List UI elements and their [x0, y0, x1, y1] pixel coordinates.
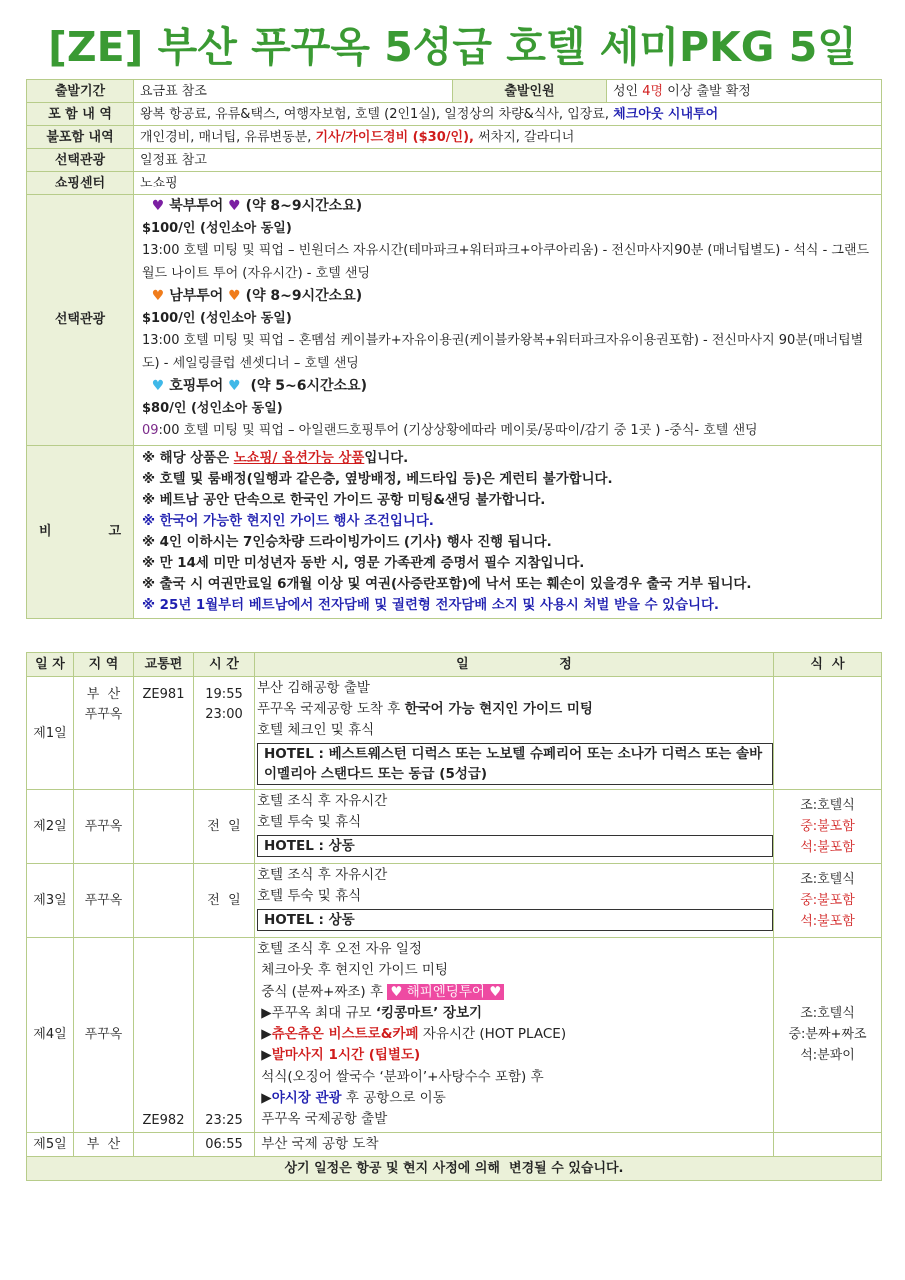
day3-flight [134, 864, 194, 938]
heart-icon: ♥ [151, 288, 165, 304]
day4-meal-lunch: 중:분짜+짜조 [788, 1027, 867, 1043]
day3-meal [774, 864, 882, 938]
note-8: ※ 25년 1월부터 베트남에서 전자담배 및 궐련형 전자담배 소지 및 사용시 처벌 받을 수 있습니다. [142, 597, 719, 613]
day1-plan [255, 677, 774, 790]
note-1-prefix: ※ 해당 상품은 [142, 450, 234, 466]
tour-south [142, 285, 879, 375]
arrow-icon: ▶ [261, 1026, 272, 1043]
tour-hopping [142, 375, 879, 443]
optional1-label: 선택관광 [27, 149, 134, 172]
day3-row [27, 864, 882, 938]
depart-value: 요금표 참조 [134, 80, 453, 103]
shopping-value: 노쇼핑 [134, 172, 882, 195]
depart-label: 출발기간 [27, 80, 134, 103]
footer-note: 상기 일정은 항공 및 현지 사정에 의해 변경될 수 있습니다. [27, 1156, 882, 1180]
note-2: ※ 호텔 및 룸배정(일행과 같은층, 옆방배정, 베드타입 등)은 게런티 불가합니다. [142, 471, 613, 487]
include-text: 왕복 항공료, 유류&택스, 여행자보험, 호텔 (2인1실), 일정상의 차량&식사, 입장료, [140, 106, 614, 122]
include-row [27, 103, 882, 126]
day1-line3: 호텔 체크인 및 휴식 [257, 722, 375, 738]
day5-label: 제5일 [27, 1132, 74, 1156]
footer-row [27, 1156, 882, 1180]
day4-line3-prefix: 중식 (분짜+짜조) 후 [257, 983, 388, 1000]
tour-north-desc [142, 240, 879, 285]
day1-time1: 19:55 [205, 687, 243, 702]
heart-icon: ♥ [228, 198, 241, 214]
notes-content [134, 445, 882, 618]
arrow-icon: ▶ [261, 1047, 272, 1064]
day1-row [27, 677, 882, 790]
tour-south-price: $100/인 (성인소아 동일) [142, 310, 292, 326]
day2-meal [774, 790, 882, 864]
tour-hopping-price: $80/인 (성인소아 동일) [142, 400, 283, 416]
day5-flight [134, 1132, 194, 1156]
day4-meal-dinner: 석:분꽈이 [800, 1048, 855, 1064]
day1-region1: 부 산 [86, 687, 121, 702]
include-highlight: 체크아웃 시내투어 [613, 106, 719, 122]
note-7: ※ 출국 시 여권만료일 6개월 이상 및 여권(사증란포함)에 낙서 또는 훼손이 있을경우 출국 거부 됩니다. [142, 576, 752, 592]
day2-flight [134, 790, 194, 864]
tour-hopping-time: 09 [142, 423, 159, 438]
day4-line4 [257, 1003, 773, 1024]
day4-line6-bold: 발마사지 1시간 (팁별도) [271, 1047, 421, 1064]
day5-plan: 부산 국제 공항 도착 [255, 1132, 774, 1156]
day3-meal-dinner: 석:불포함 [800, 914, 855, 929]
header-meal: 식 사 [774, 653, 882, 677]
day1-flight: ZE981 [134, 677, 194, 790]
day1-region [74, 677, 134, 790]
include-value [134, 103, 882, 126]
day1-line2-prefix: 푸꾸옥 국제공항 도착 후 [257, 701, 405, 717]
day2-meal-breakfast: 조:호텔식 [800, 798, 855, 813]
tour-south-desc [142, 330, 879, 375]
people-label: 출발인원 [453, 80, 607, 103]
day4-meal-breakfast: 조:호텔식 [800, 1006, 855, 1022]
exclude-prefix: 개인경비, 매너팁, 유류변동분, [140, 129, 316, 145]
day5-region: 부 산 [74, 1132, 134, 1156]
schedule-header-row [27, 653, 882, 677]
day2-plan [255, 790, 774, 864]
notes-label-left: 비 [39, 524, 52, 539]
day1-line2 [257, 699, 773, 720]
day1-region2: 푸꾸옥 [84, 707, 123, 722]
day4-row [27, 938, 882, 1133]
day3-plan [255, 864, 774, 938]
day3-line2: 호텔 투숙 및 휴식 [257, 888, 362, 904]
day4-line8-suffix: 후 공항으로 이동 [341, 1090, 446, 1107]
heart-icon: ♥ [390, 983, 403, 1000]
header-region: 지 역 [74, 653, 134, 677]
exclude-value [134, 126, 882, 149]
day4-line6 [257, 1045, 773, 1066]
note-1 [142, 448, 877, 469]
heart-icon: ♥ [228, 378, 241, 394]
heart-icon: ♥ [489, 983, 502, 1000]
shopping-row [27, 172, 882, 195]
people-count: 4명 [642, 83, 664, 99]
day3-label: 제3일 [27, 864, 74, 938]
day4-line5-bold: 츄온츄온 비스트로&카페 [271, 1026, 419, 1043]
people-value [607, 80, 882, 103]
day3-meal-breakfast: 조:호텔식 [800, 872, 855, 887]
day4-line5 [257, 1024, 773, 1045]
exclude-highlight: 기사/가이드경비 ($30/인), [315, 129, 474, 145]
optional1-value: 일정표 참고 [134, 149, 882, 172]
page-title: [ZE] 부산 푸꾸옥 5성급 호텔 세미PKG 5일 [48, 23, 857, 71]
notes-label-right: 고 [108, 524, 121, 539]
heart-icon: ♥ [151, 378, 165, 394]
people-suffix: 이상 출발 확정 [663, 83, 751, 99]
day4-line4-prefix: ▶푸꾸옥 최대 규모 [257, 1004, 376, 1021]
day4-flight: ZE982 [134, 938, 194, 1133]
optional-tours-row [27, 195, 882, 446]
tour-north-time: 13:00 [142, 243, 180, 258]
day4-line1: 호텔 조식 후 오전 자유 일정 [257, 941, 422, 957]
tour-north-title [142, 195, 879, 218]
schedule-table [26, 652, 882, 1181]
day2-time: 전 일 [194, 790, 255, 864]
note-4: ※ 한국어 가능한 현지인 가이드 행사 조건입니다. [142, 513, 434, 529]
tour-hopping-desc [142, 420, 879, 443]
tour-south-duration: (약 8~9시간소요) [245, 288, 363, 304]
depart-row [27, 80, 882, 103]
note-1-suffix: 입니다. [364, 450, 409, 466]
tour-south-desc-text: 호텔 미팅 및 픽업 – 혼똄섬 케이블카+자유이용권(케이블카왕복+워터파크자유이용권포함) - 전신마사지 90분(매너팁별도) - 세일링클럽 센셋디너 – 호텔 샌딩 [142, 333, 864, 371]
exclude-suffix: 써차지, 갈라디너 [473, 129, 575, 145]
day5-time: 06:55 [194, 1132, 255, 1156]
people-prefix: 성인 [613, 83, 643, 99]
day4-label: 제4일 [27, 938, 74, 1133]
heart-icon: ♥ [228, 288, 241, 304]
note-3: ※ 베트남 공안 단속으로 한국인 가이드 공항 미팅&샌딩 불가합니다. [142, 492, 546, 508]
tour-north-desc-text: 호텔 미팅 및 픽업 – 빈원더스 자유시간(테마파크+워터파크+아쿠아리움) - 전신마사지90분 (매너팁별도) - 석식 - 그랜드월드 나이트 투어 (자유시간) - 호텔 샌딩 [142, 243, 870, 281]
tour-hopping-desc-text: :00 호텔 미팅 및 픽업 – 아일랜드호핑투어 (기상상황에따라 메이롯/몽따이/감기 중 1곳 ) -중식- 호텔 샌딩 [158, 423, 758, 438]
note-6: ※ 만 14세 미만 미성년자 동반 시, 영문 가족관계 증명서 필수 지참입니다. [142, 555, 585, 571]
day3-region: 푸꾸옥 [74, 864, 134, 938]
day2-line1: 호텔 조식 후 자유시간 [257, 793, 388, 809]
tour-south-time: 13:00 [142, 333, 180, 348]
day1-line2-bold: 한국어 가능 현지인 가이드 미팅 [404, 701, 593, 717]
tour-hopping-duration: (약 5~6시간소요) [250, 378, 367, 394]
day1-time [194, 677, 255, 790]
day1-meal [774, 677, 882, 790]
tour-south-name: 남부투어 [169, 288, 224, 304]
day2-row [27, 790, 882, 864]
day2-hotel: HOTEL : 상동 [257, 835, 773, 857]
info-table [26, 79, 882, 619]
day1-label: 제1일 [27, 677, 74, 790]
header-time: 시 간 [194, 653, 255, 677]
day2-line2: 호텔 투숙 및 휴식 [257, 814, 362, 830]
tour-hopping-name: 호핑투어 [169, 378, 224, 394]
day2-meal-lunch: 중:불포함 [800, 819, 855, 834]
happy-ending-badge [387, 984, 504, 1000]
note-1-highlight: 노쇼핑/ 옵션가능 상품 [233, 450, 365, 466]
day4-meal [774, 938, 882, 1133]
include-label: 포 함 내 역 [27, 103, 134, 126]
day4-line5-suffix: 자유시간 (HOT PLACE) [418, 1026, 567, 1043]
tour-north-price: $100/인 (성인소아 동일) [142, 220, 292, 236]
header-flight: 교통편 [134, 653, 194, 677]
tour-south-title [142, 285, 879, 308]
day4-plan [255, 938, 774, 1133]
notes-row [27, 445, 882, 618]
day4-line4-bold: ‘킹콩마트’ 장보기 [375, 1004, 483, 1021]
tour-north [142, 195, 879, 285]
tour-north-name: 북부투어 [169, 198, 224, 214]
optional-tours-content [134, 195, 882, 446]
day4-line3 [257, 982, 773, 1003]
exclude-label: 불포함 내역 [27, 126, 134, 149]
day4-region: 푸꾸옥 [74, 938, 134, 1133]
happy-ending-text: 해피엔딩투어 [402, 983, 490, 1000]
arrow-icon: ▶ [261, 1090, 272, 1107]
optional1-row [27, 149, 882, 172]
tour-north-duration: (약 8~9시간소요) [245, 198, 363, 214]
day4-line8 [257, 1088, 773, 1109]
note-5: ※ 4인 이하시는 7인승차량 드라이빙가이드 (기사) 행사 진행 됩니다. [142, 534, 552, 550]
tour-hopping-title [142, 375, 879, 398]
shopping-label: 쇼핑센터 [27, 172, 134, 195]
day5-row [27, 1132, 882, 1156]
day4-line8-bold: 야시장 관광 [271, 1090, 342, 1107]
day2-label: 제2일 [27, 790, 74, 864]
day5-meal [774, 1132, 882, 1156]
day2-region: 푸꾸옥 [74, 790, 134, 864]
day4-time: 23:25 [194, 938, 255, 1133]
optional-tours-label: 선택관광 [27, 195, 134, 446]
day3-time: 전 일 [194, 864, 255, 938]
day1-hotel: HOTEL : 베스트웨스턴 디럭스 또는 노보텔 슈페리어 또는 소나가 디럭스 또는 솔바이멜리아 스탠다드 또는 동급 (5성급) [257, 743, 773, 785]
day1-line1: 부산 김해공항 출발 [257, 680, 370, 696]
day3-hotel: HOTEL : 상동 [257, 909, 773, 931]
day4-line7: 석식(오징어 쌀국수 ‘분꽈이’+사탕수수 포함) 후 [257, 1068, 544, 1085]
header-plan: 일 정 [255, 653, 774, 677]
day3-meal-lunch: 중:불포함 [800, 893, 855, 908]
day4-line9: 푸꾸옥 국제공항 출발 [257, 1111, 388, 1128]
day4-line2: 체크아웃 후 현지인 가이드 미팅 [257, 962, 448, 979]
heart-icon: ♥ [151, 198, 165, 214]
header-day: 일 자 [27, 653, 74, 677]
day2-meal-dinner: 석:불포함 [800, 840, 855, 855]
notes-label [27, 445, 134, 618]
day1-time2: 23:00 [205, 707, 243, 722]
day3-line1: 호텔 조식 후 자유시간 [257, 867, 388, 883]
exclude-row [27, 126, 882, 149]
